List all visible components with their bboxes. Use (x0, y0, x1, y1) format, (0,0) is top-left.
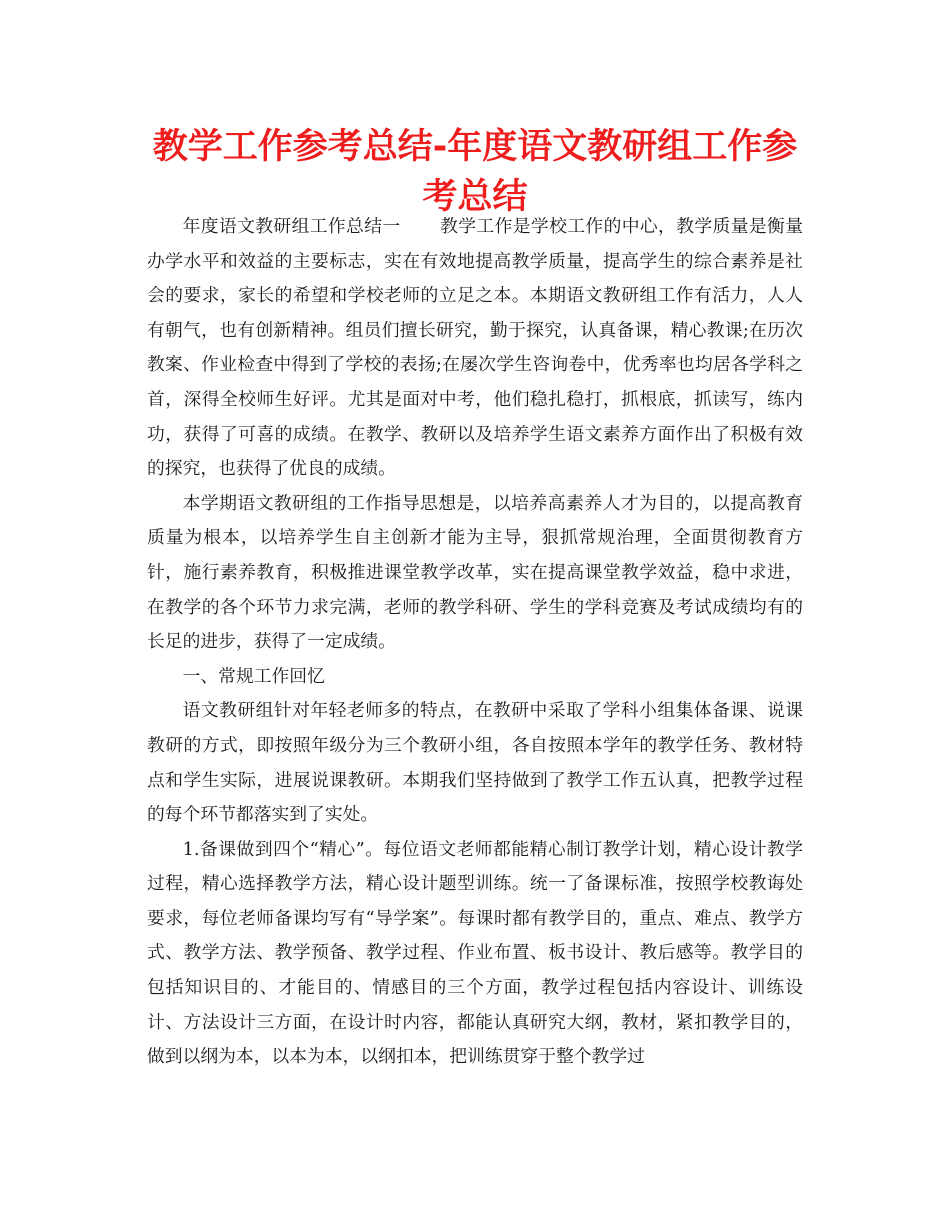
paragraph (147, 210, 803, 487)
paragraph: 语文教研组针对年轻老师多的特点，在教研中采取了学科小组集体备课、说课教研的方式，即按照年级分为三个教研小组，各自按照本学年的教学任务、教材特点和学生实际，进展说课教研。本期我们坚持做到了教学工作五认真，把教学过程的每个环节都落实到了实处。 (147, 700, 803, 826)
paragraph: 本学期语文教研组的工作指导思想是，以培养高素养人才为目的，以提高教育质量为根本，以培养学生自主创新才能为主导，狠抓常规治理，全面贯彻教育方针，施行素养教育，积极推进课堂教学改革，实在提高课堂教学效益，稳中求进，在教学的各个环节力求完满，老师的教学科研、学生的学科竞赛及考试成绩均有的长足的进步，获得了一定成绩。 (147, 492, 803, 653)
page-title: 教学工作参考总结-年度语文教研组工作参考总结 (152, 127, 798, 217)
section-heading: 一、常规工作回忆 (182, 665, 325, 687)
paragraph: 1.备课做到四个“精心”。每位语文老师都能精心制订教学计划，精心设计教学过程，精心选择教学方法，精心设计题型训练。统一了备课标准，按照学校教诲处要求，每位老师备课均写有“导学案”。每课时都有教学目的，重点、难点、教学方式、教学方法、教学预备、教学过程、作业布置、板书设计、教后感等。教学目的包括知识目的、才能目的、情感目的三个方面，教学过程包括内容设计、训练设计、方法设计三方面，在设计时内容，都能认真研究大纲，教材，紧扣教学目的，做到以纲为本，以本为本，以纲扣本，把训练贯穿于整个教学过 (147, 838, 803, 1068)
paragraph-text: 教学工作是学校工作的中心，教学质量是衡量办学水平和效益的主要标志，实在有效地提高教学质量，提高学生的综合素养是社会的要求，家长的希望和学校老师的立足之本。本期语文教研组工作有活力，人人有朝气，也有创新精神。组员们擅长研究，勤于探究，认真备课，精心教课;在历次教案、作业检查中得到了学校的表扬;在屡次学生咨询卷中，优秀率也均居各学科之首，深得全校师生好评。尤其是面对中考，他们稳扎稳打，抓根底，抓读写，练内功，获得了可喜的成绩。在教学、教研以及培养学生语文素养方面作出了积极有效的探究，也获得了优良的成绩。 (147, 216, 803, 480)
paragraph-lead: 年度语文教研组工作总结一 (182, 216, 401, 237)
document-body (147, 210, 803, 1075)
